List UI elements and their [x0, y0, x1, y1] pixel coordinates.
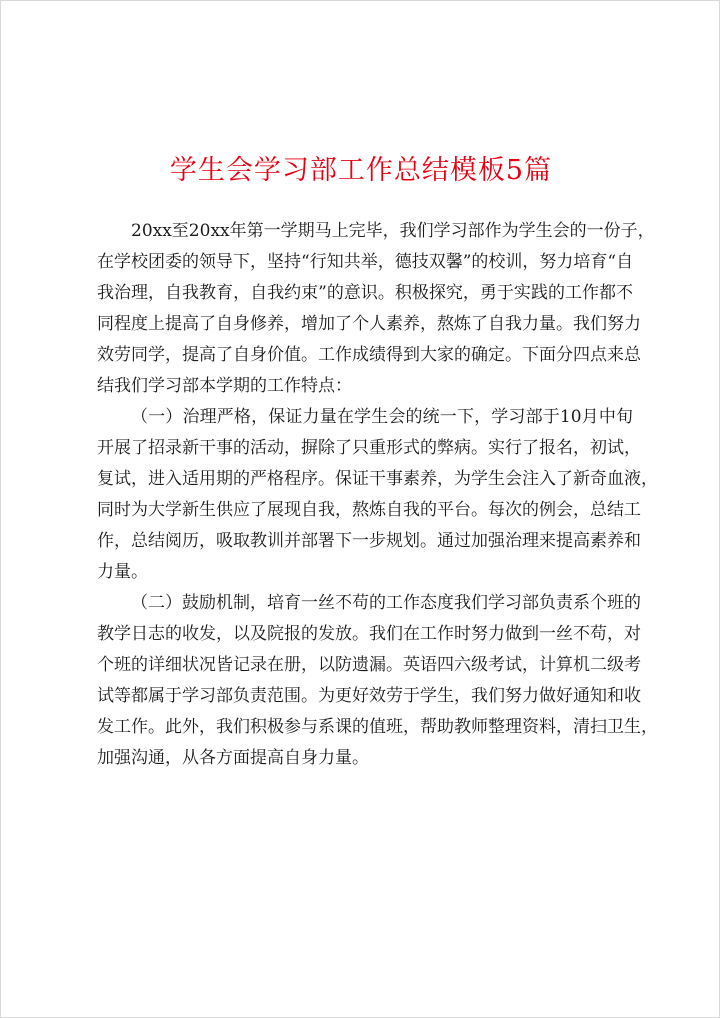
- paragraph-line: 发工作。此外，我们积极参与系课的值班，帮助教师整理资料，清扫卫生，: [97, 717, 658, 737]
- paragraph-line: 力量。: [97, 562, 148, 582]
- paragraph-intro: [97, 216, 655, 402]
- document-body: [97, 216, 658, 774]
- paragraph-line: 结我们学习部本学期的工作特点：: [97, 376, 352, 396]
- paragraph-line: 个班的详细状况皆记录在册，以防遗漏。英语四六级考试，计算机二级考: [97, 655, 641, 675]
- paragraph-line: 效劳同学，提高了自身价值。工作成绩得到大家的确定。下面分四点来总: [97, 345, 641, 365]
- paragraph-line: 试等都属于学习部负责范围。为更好效劳于学生，我们努力做好通知和收: [97, 686, 641, 706]
- paragraph-line: 复试，进入适用期的严格程序。保证干事素养，为学生会注入了新奇血液，: [97, 469, 658, 489]
- paragraph-section-two: [97, 588, 658, 774]
- paragraph-line: 同时为大学新生供应了展现自我，熬炼自我的平台。每次的例会，总结工: [97, 500, 641, 520]
- paragraph-line: 同程度上提高了自身修养，增加了个人素养，熬炼了自我力量。我们努力: [97, 314, 641, 334]
- paragraph-line: 我治理，自我教育，自我约束”的意识。积极探究，勇于实践的工作都不: [97, 283, 633, 303]
- paragraph-line: 在学校团委的领导下，坚持“行知共举，德技双馨”的校训，努力培育“自: [97, 252, 634, 272]
- paragraph-line: 教学日志的收发，以及院报的发放。我们在工作时努力做到一丝不苟，对: [97, 624, 641, 644]
- document-title: 学生会学习部工作总结模板5篇: [169, 155, 553, 186]
- paragraph-line: 20xx至20xx年第一学期马上完毕，我们学习部作为学生会的一份子，: [131, 221, 655, 241]
- paragraph-line: （一）治理严格，保证力量在学生会的统一下，学习部于10月中旬: [131, 407, 633, 427]
- paragraph-section-one: [97, 402, 658, 588]
- paragraph-line: （二）鼓励机制，培育一丝不苟的工作态度我们学习部负责系个班的: [131, 593, 641, 613]
- paragraph-line: 开展了招录新干事的活动，摒除了只重形式的弊病。实行了报名，初试，: [97, 438, 641, 458]
- paragraph-line: 加强沟通，从各方面提高自身力量。: [97, 748, 369, 768]
- paragraph-line: 作，总结阅历，吸取教训并部署下一步规划。通过加强治理来提高素养和: [97, 531, 641, 551]
